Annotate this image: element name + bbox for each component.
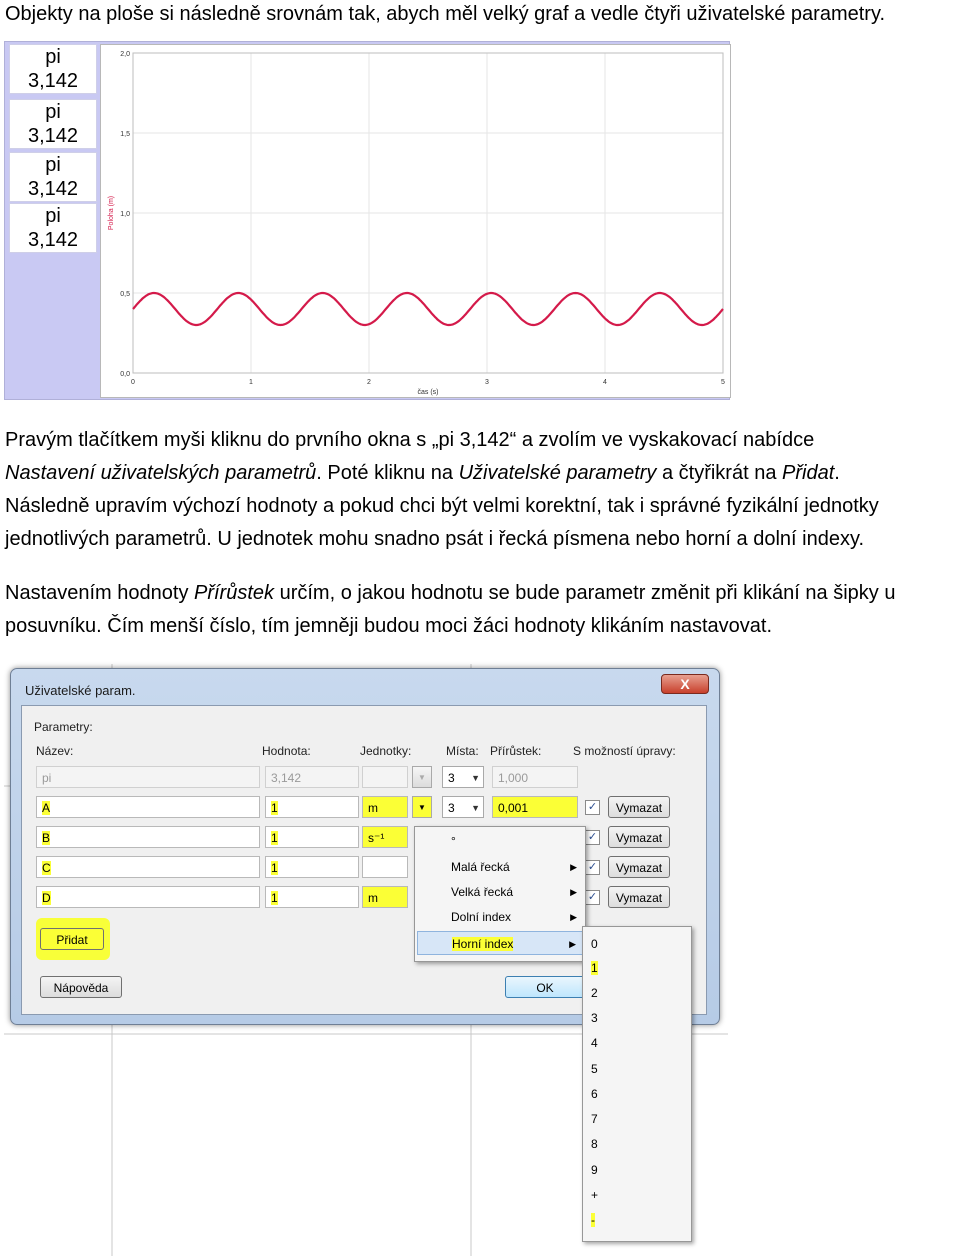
menu-item-label: ° — [451, 834, 456, 848]
chevron-down-icon: ▼ — [418, 803, 426, 812]
chevron-down-icon: ▼ — [418, 773, 426, 782]
unit-field — [362, 766, 408, 788]
chevron-down-icon: ▼ — [471, 773, 480, 783]
name-field: pi — [36, 766, 260, 788]
step-field: 1,000 — [492, 766, 578, 788]
submenu-item[interactable]: - — [591, 1213, 595, 1227]
menu-item-lower-greek[interactable] — [417, 855, 583, 879]
places-value: 3 — [448, 771, 455, 785]
p2-text-2: . Poté kliknu na — [316, 462, 459, 484]
x-tick-label: 1 — [249, 379, 253, 386]
param-box[interactable] — [9, 99, 97, 149]
places-select[interactable] — [442, 796, 484, 818]
p2-italic-3: Přidat — [782, 462, 835, 484]
delete-button[interactable]: Vymazat — [608, 856, 670, 878]
name-highlight: D — [42, 891, 51, 905]
close-button[interactable] — [661, 674, 709, 694]
submenu-item[interactable]: 8 — [591, 1137, 598, 1151]
chart-svg — [101, 45, 730, 397]
editable-checkbox[interactable]: ✓ — [585, 800, 600, 815]
x-tick-label: 2 — [367, 379, 371, 386]
submenu-item[interactable]: 9 — [591, 1163, 598, 1177]
name-highlight: B — [42, 831, 51, 845]
param-name: pi — [45, 154, 61, 176]
param-name: pi — [45, 205, 61, 227]
delete-button[interactable]: Vymazat — [608, 796, 670, 818]
param-box[interactable] — [9, 44, 97, 94]
submenu-arrow-icon: ▶ — [570, 862, 577, 872]
value-field[interactable] — [265, 886, 359, 908]
name-highlight: C — [42, 861, 51, 875]
x-tick-label: 3 — [485, 379, 489, 386]
value-highlight: 1 — [271, 891, 278, 905]
value-highlight: 1 — [271, 861, 278, 875]
param-box[interactable] — [9, 152, 97, 202]
p2-line-a: Pravým tlačítkem myši kliknu do prvního okna s „pi 3,142“ a zvolím ve vyskakovací nabídce — [5, 429, 815, 451]
submenu-arrow-icon: ▶ — [570, 912, 577, 922]
submenu-item[interactable]: 0 — [591, 937, 598, 951]
header-places: Místa: — [446, 744, 479, 758]
submenu-item[interactable]: 2 — [591, 986, 598, 1000]
submenu-item[interactable]: 4 — [591, 1036, 598, 1050]
p2-italic-2: Uživatelské parametry — [458, 462, 657, 484]
value-field[interactable] — [265, 796, 359, 818]
p3-text-2: určím, o jakou hodnotu se bude parametr změnit při klikání na šipky u — [274, 582, 896, 604]
param-box[interactable] — [9, 203, 97, 253]
paragraph-right-click — [5, 424, 879, 556]
unit-dropdown[interactable] — [412, 796, 432, 818]
value-field: 3,142 — [265, 766, 359, 788]
delete-button[interactable]: Vymazat — [608, 826, 670, 848]
value-field[interactable] — [265, 856, 359, 878]
submenu-item[interactable]: + — [591, 1188, 599, 1202]
p2-text-3: a čtyřikrát na — [656, 462, 783, 484]
x-tick-label: 4 — [603, 379, 607, 386]
unit-field[interactable]: s⁻¹ — [362, 826, 408, 848]
p2-line-d: jednotlivých parametrů. U jednotek mohu snadno psát i řecká písmena nebo horní a dolní indexy. — [5, 528, 865, 550]
places-select[interactable] — [442, 766, 484, 788]
y-tick-label: 1,0 — [120, 211, 130, 218]
menu-item-upper-greek[interactable] — [417, 880, 583, 904]
param-value: 3,142 — [27, 229, 79, 251]
header-editable: S možností úpravy: — [573, 744, 676, 758]
param-name: pi — [45, 101, 61, 123]
param-value: 3,142 — [27, 125, 79, 147]
submenu-item[interactable]: 1 — [591, 961, 598, 975]
graph-screenshot — [4, 41, 730, 400]
submenu-item[interactable]: 6 — [591, 1087, 598, 1101]
dialog-title: Uživatelské param. — [25, 683, 136, 698]
dialog-screenshot — [4, 664, 728, 1256]
step-field[interactable]: 0,001 — [492, 796, 578, 818]
editable-checkbox[interactable]: ✓ — [585, 830, 600, 845]
p3-line-b: posuvníku. Čím menší číslo, tím jemněji budou moci žáci hodnoty klikáním nastavovat. — [5, 615, 773, 637]
y-axis-label: Poloha (m) — [108, 195, 115, 231]
delete-button[interactable]: Vymazat — [608, 886, 670, 908]
menu-item-degree[interactable] — [417, 829, 583, 853]
p3-italic: Přírůstek — [194, 582, 275, 604]
unit-field[interactable] — [362, 856, 408, 878]
menu-item-superscript[interactable] — [417, 931, 583, 955]
value-highlight: 1 — [271, 801, 278, 815]
x-tick-label: 0 — [131, 379, 135, 386]
submenu-arrow-icon: ▶ — [569, 939, 576, 949]
header-units: Jednotky: — [360, 744, 412, 758]
chevron-down-icon: ▼ — [471, 803, 480, 813]
places-value: 3 — [448, 801, 455, 815]
name-field[interactable] — [36, 886, 260, 908]
add-button[interactable]: Přidat — [40, 928, 104, 950]
intro-line: Objekty na ploše si následně srovnám tak, abych měl velký graf a vedle čtyři uživatelské parametry. — [5, 3, 886, 25]
x-tick-label: 5 — [721, 379, 725, 386]
submenu-item[interactable]: 7 — [591, 1112, 598, 1126]
p3-text-1: Nastavením hodnoty — [5, 582, 194, 604]
position-curve — [133, 293, 723, 325]
submenu-item[interactable]: 3 — [591, 1011, 598, 1025]
x-axis-label: čas (s) — [417, 389, 439, 396]
ok-button[interactable]: OK — [505, 976, 585, 998]
unit-field[interactable]: m — [362, 796, 408, 818]
menu-item-label: Horní index — [452, 937, 514, 951]
editable-checkbox[interactable]: ✓ — [585, 890, 600, 905]
name-highlight: A — [42, 801, 51, 815]
value-highlight: 1 — [271, 831, 278, 845]
close-icon: X — [680, 676, 690, 692]
param-value: 3,142 — [27, 70, 79, 92]
header-step: Přírůstek: — [490, 744, 542, 758]
help-button[interactable]: Nápověda — [40, 976, 122, 998]
name-field[interactable] — [36, 856, 260, 878]
param-name: pi — [45, 46, 61, 68]
paragraph-step — [5, 577, 895, 643]
group-label: Parametry: — [34, 720, 93, 734]
name-field[interactable] — [36, 826, 260, 848]
header-value: Hodnota: — [262, 744, 311, 758]
y-tick-label: 0,5 — [120, 291, 130, 298]
value-field[interactable] — [265, 826, 359, 848]
menu-item-label: Malá řecká — [451, 860, 510, 874]
submenu-item[interactable]: 5 — [591, 1062, 598, 1076]
p2-italic-1: Nastavení uživatelských parametrů — [5, 462, 317, 484]
menu-item-subscript[interactable] — [417, 905, 583, 929]
param-value: 3,142 — [27, 178, 79, 200]
submenu-arrow-icon: ▶ — [570, 887, 577, 897]
unit-field[interactable]: m — [362, 886, 408, 908]
p2-line-c: Následně upravím výchozí hodnoty a pokud chci být velmi korektní, tak i správné fyzikální jednotky — [5, 495, 879, 517]
editable-checkbox[interactable]: ✓ — [585, 860, 600, 875]
menu-item-label: Dolní index — [451, 910, 512, 924]
menu-item-label: Velká řecká — [451, 885, 514, 899]
header-name: Název: — [36, 744, 74, 758]
y-tick-label: 0,0 — [120, 371, 130, 378]
units-context-menu — [414, 826, 586, 962]
y-tick-label: 1,5 — [120, 131, 130, 138]
p2-text-4: . — [834, 462, 840, 484]
superscript-submenu — [582, 926, 692, 1242]
name-field[interactable] — [36, 796, 260, 818]
y-tick-label: 2,0 — [120, 51, 130, 58]
unit-dropdown — [412, 766, 432, 788]
position-time-graph[interactable] — [100, 44, 731, 398]
